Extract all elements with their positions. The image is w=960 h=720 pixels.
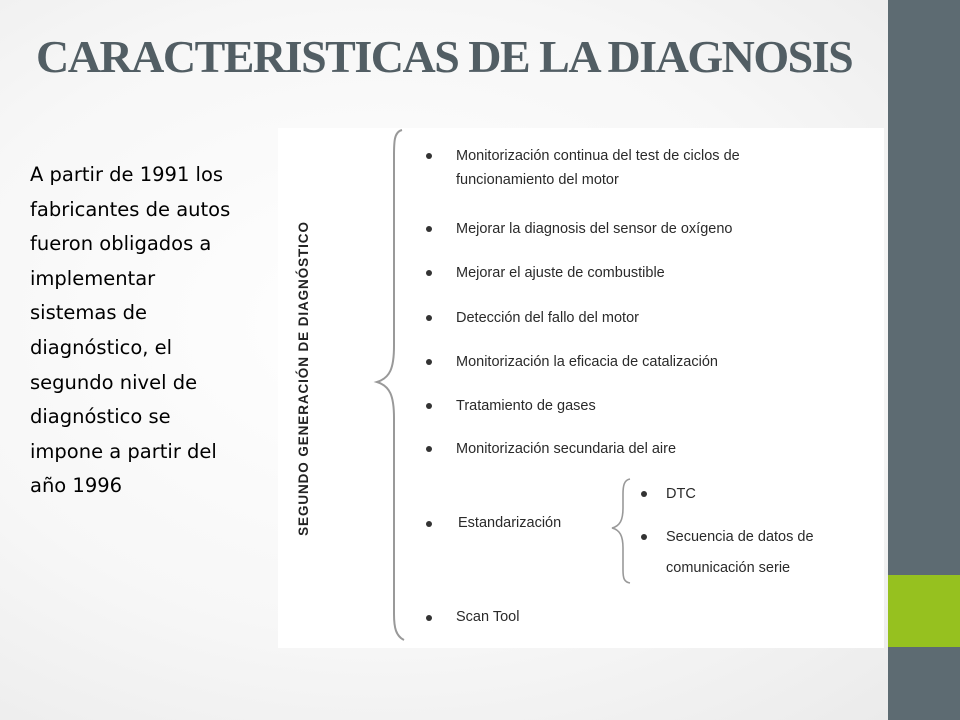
bullet-icon	[641, 491, 647, 497]
subitem-secuencia-datos-2: comunicación serie	[666, 560, 791, 576]
bullet-icon	[426, 315, 432, 321]
bullet-icon	[641, 534, 647, 540]
item-tratamiento-gases: Tratamiento de gases	[456, 398, 596, 414]
item-monitorizacion-continua-1: Monitorización continua del test de ciclos de	[456, 148, 740, 164]
body-paragraph: A partir de 1991 los fabricantes de autos fueron obligados a implementar sistemas de diagnóstico, el segundo nivel de diagnóstico se impone a partir del año 1996	[30, 163, 231, 498]
sub-brace	[612, 479, 630, 583]
item-sensor-oxigeno: Mejorar la diagnosis del sensor de oxígeno	[456, 221, 733, 237]
vertical-label-text: SEGUNDO GENERACIÓN DE DIAGNÓSTICO	[295, 220, 311, 536]
item-eficacia-catalizacion: Monitorización la eficacia de catalización	[456, 354, 718, 370]
main-brace	[377, 130, 404, 640]
item-estandarizacion: Estandarización	[458, 515, 562, 531]
item-scan-tool: Scan Tool	[456, 609, 520, 625]
bullet-icon	[426, 270, 432, 276]
bullet-icon	[426, 446, 432, 452]
bullet-icon	[426, 226, 432, 232]
subitem-secuencia-datos-1: Secuencia de datos de	[666, 529, 814, 545]
bullet-icon	[426, 615, 432, 621]
item-ajuste-combustible: Mejorar el ajuste de combustible	[456, 265, 665, 281]
subitem-dtc: DTC	[666, 486, 696, 502]
item-fallo-motor: Detección del fallo del motor	[456, 310, 639, 326]
bullet-icon	[426, 359, 432, 365]
item-monitorizacion-continua-2: funcionamiento del motor	[456, 172, 619, 188]
bullet-icon	[426, 403, 432, 409]
slide-title: CARACTERISTICAS DE LA DIAGNOSIS	[36, 31, 853, 82]
item-monitorizacion-aire: Monitorización secundaria del aire	[456, 441, 677, 457]
right-sidebar-bar	[888, 0, 960, 720]
diagnosis-diagram	[278, 128, 884, 648]
bullet-icon	[426, 521, 432, 527]
bullet-icon	[426, 153, 432, 159]
diagram-braces	[278, 128, 884, 648]
sidebar-accent-square	[888, 575, 960, 647]
